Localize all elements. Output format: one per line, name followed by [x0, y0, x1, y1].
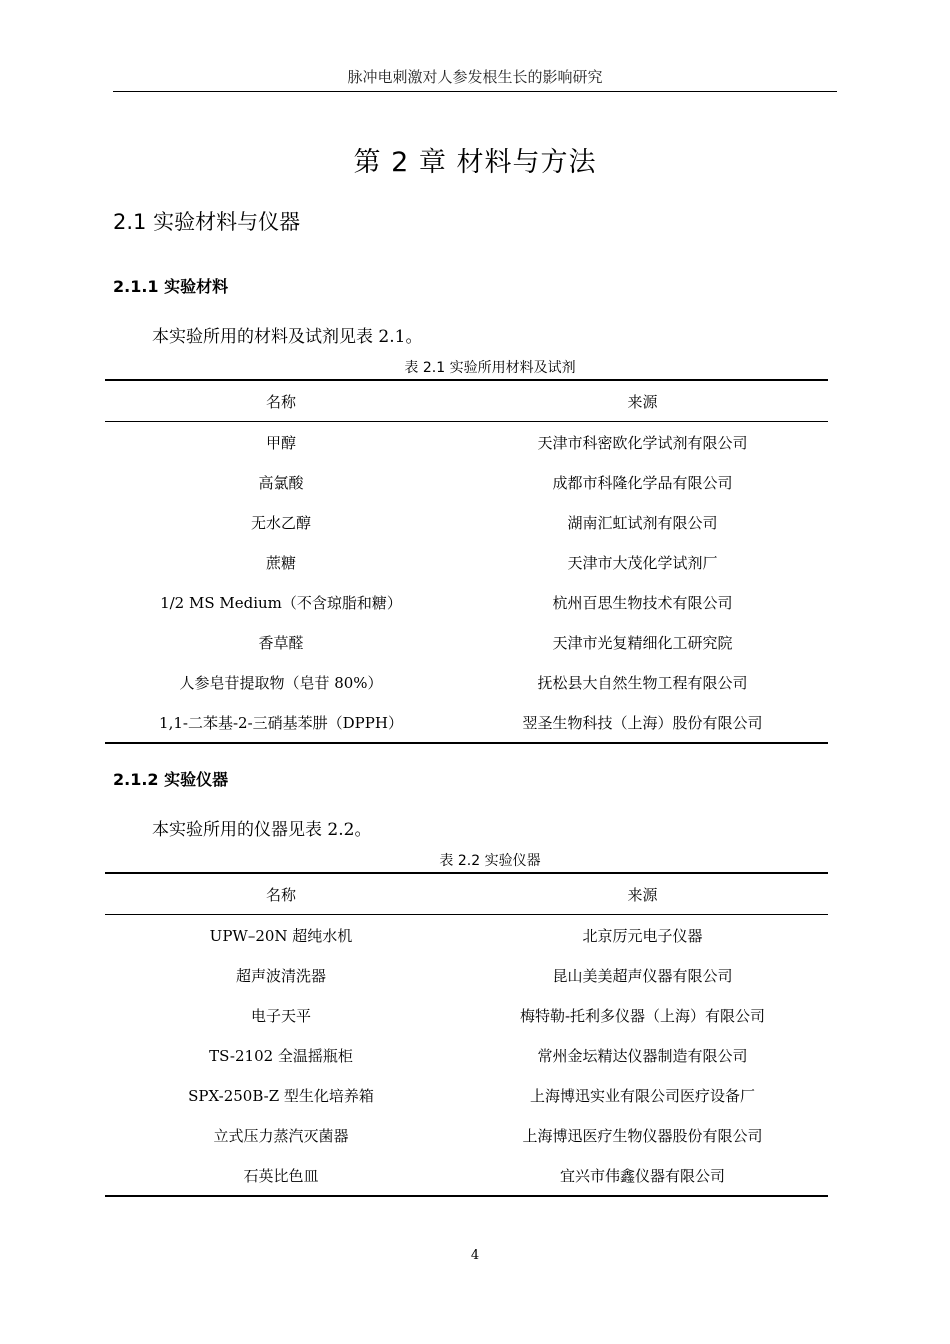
table-row	[105, 1075, 828, 1115]
page-number: 4	[470, 1248, 480, 1263]
cell-name: 人参皂苷提取物（皂苷 80%）	[179, 673, 383, 692]
cell-name: 甲醇	[265, 433, 296, 452]
table-row	[105, 1115, 828, 1155]
running-header: 脉冲电刺激对人参发根生长的影响研究	[347, 68, 603, 86]
column-header-name: 名称	[105, 380, 457, 422]
table-header-row	[105, 873, 828, 915]
cell-name: 超声波清洗器	[235, 966, 326, 985]
cell-source: 翌圣生物科技（上海）股份有限公司	[522, 713, 763, 732]
table-row	[105, 955, 828, 995]
cell-source: 北京厉元电子仪器	[582, 926, 703, 945]
cell-source: 宜兴市伟鑫仪器有限公司	[559, 1166, 725, 1185]
cell-source: 天津市科密欧化学试剂有限公司	[537, 433, 748, 452]
cell-source: 常州金坛精达仪器制造有限公司	[537, 1046, 748, 1065]
cell-name: UPW–20N 超纯水机	[209, 926, 353, 945]
table-row	[105, 1035, 828, 1075]
cell-name: 香草醛	[258, 633, 304, 652]
table-row	[105, 502, 828, 542]
table-header-row	[105, 380, 828, 422]
subsection-title-2-1-2: 2.1.2 实验仪器	[113, 770, 229, 789]
cell-source: 天津市光复精细化工研究院	[552, 633, 733, 652]
table-row	[105, 702, 828, 743]
cell-name: SPX-250B-Z 型生化培养箱	[188, 1086, 374, 1105]
table-row	[105, 662, 828, 702]
section-title-2-1: 2.1 实验材料与仪器	[113, 210, 301, 234]
cell-source: 抚松县大自然生物工程有限公司	[537, 673, 748, 692]
cell-name: 1/2 MS Medium（不含琼脂和糖）	[160, 593, 402, 612]
column-header-source: 来源	[457, 380, 828, 422]
table-row	[105, 542, 828, 582]
cell-name: 电子天平	[250, 1006, 311, 1025]
cell-source: 梅特勒-托利多仪器（上海）有限公司	[519, 1006, 766, 1025]
cell-source: 杭州百思生物技术有限公司	[552, 593, 733, 612]
cell-source: 上海博迅医疗生物仪器股份有限公司	[522, 1126, 763, 1145]
instruments-table	[105, 872, 828, 1197]
column-header-name: 名称	[105, 873, 457, 915]
cell-source: 成都市科隆化学品有限公司	[552, 473, 733, 492]
cell-source: 昆山美美超声仪器有限公司	[552, 966, 733, 985]
table-row	[105, 995, 828, 1035]
paragraph-instruments-intro: 本实验所用的仪器见表 2.2。	[152, 820, 372, 840]
cell-name: 立式压力蒸汽灭菌器	[213, 1126, 349, 1145]
header-rule	[113, 91, 837, 92]
table-row	[105, 422, 828, 463]
chapter-title: 第 2 章 材料与方法	[353, 147, 597, 178]
table-row	[105, 915, 828, 956]
cell-name: 1,1-二苯基-2-三硝基苯肼（DPPH）	[159, 713, 403, 732]
cell-name: 高氯酸	[258, 473, 304, 492]
materials-table	[105, 379, 828, 744]
paragraph-materials-intro: 本实验所用的材料及试剂见表 2.1。	[152, 327, 423, 347]
table-row	[105, 622, 828, 662]
table-row	[105, 462, 828, 502]
cell-source: 上海博迅实业有限公司医疗设备厂	[529, 1086, 755, 1105]
cell-name: 无水乙醇	[250, 513, 311, 532]
cell-name: 石英比色皿	[243, 1166, 319, 1185]
table-caption-2-2: 表 2.2 实验仪器	[439, 853, 541, 869]
table-row	[105, 582, 828, 622]
cell-name: 蔗糖	[265, 553, 296, 572]
cell-source: 湖南汇虹试剂有限公司	[567, 513, 718, 532]
subsection-title-2-1-1: 2.1.1 实验材料	[113, 277, 229, 296]
column-header-source: 来源	[457, 873, 828, 915]
table-row	[105, 1155, 828, 1196]
cell-name: TS-2102 全温摇瓶柜	[209, 1046, 353, 1065]
cell-source: 天津市大茂化学试剂厂	[567, 553, 718, 572]
table-caption-2-1: 表 2.1 实验所用材料及试剂	[404, 360, 576, 376]
